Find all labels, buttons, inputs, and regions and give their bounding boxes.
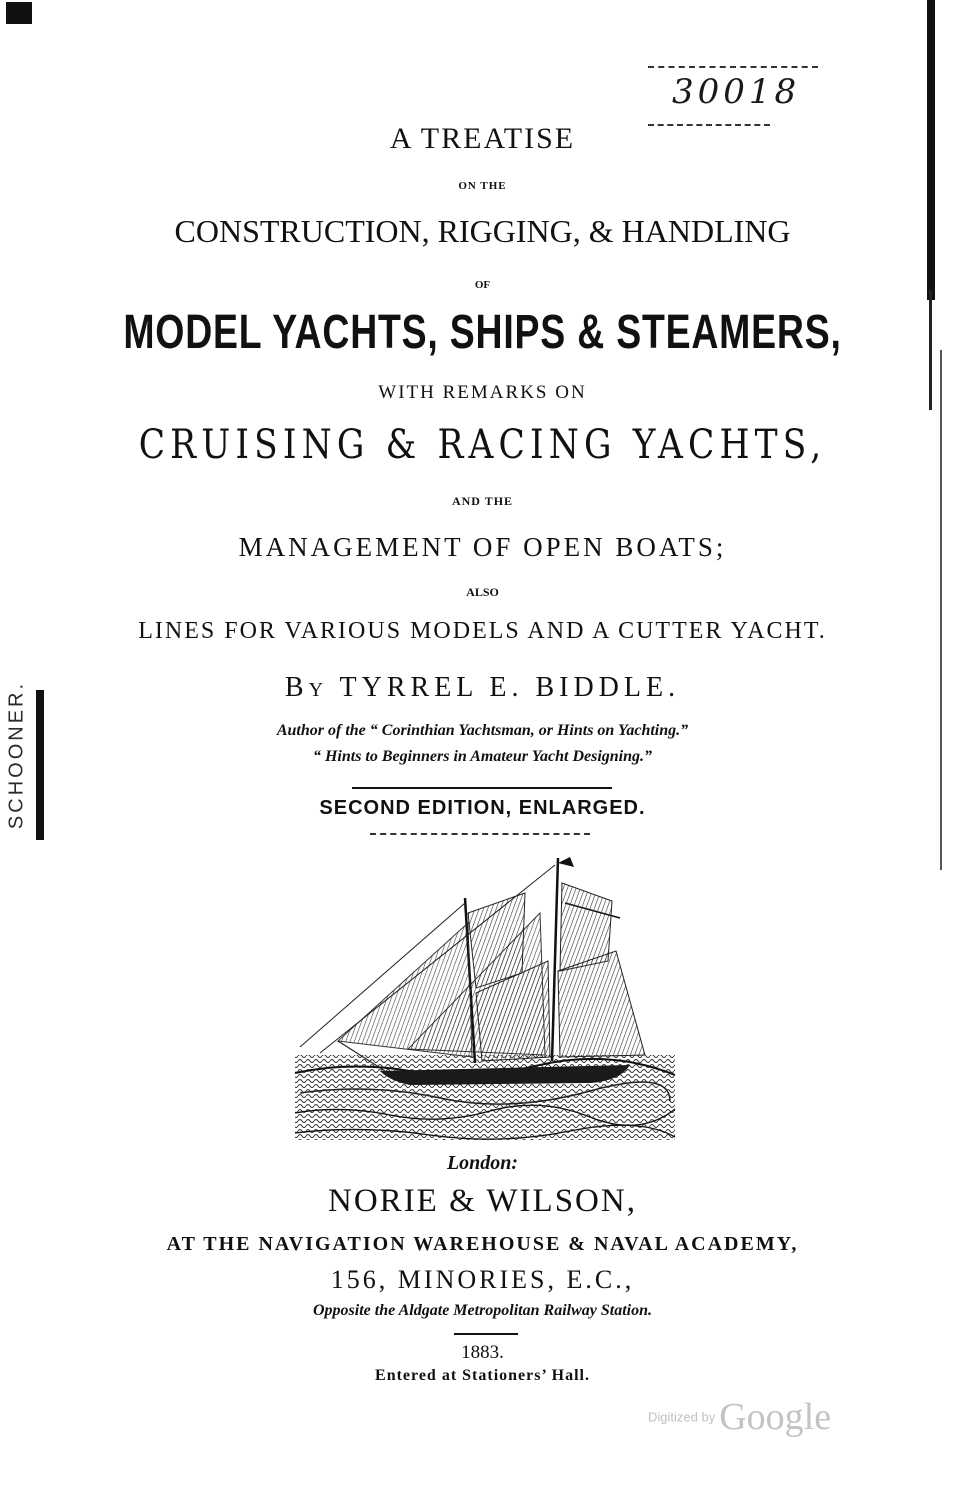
author-name: TYRREL E. BIDDLE. (339, 672, 681, 703)
imprint-address: 156, MINORIES, E.C., (330, 1265, 635, 1294)
scan-corner-mark (6, 2, 32, 24)
catalog-rule-top (648, 66, 818, 68)
title-line-cruising: CRUISING & RACING YACHTS, (138, 422, 827, 468)
google-logo: Google (719, 1396, 832, 1438)
watermark-prefix: Digitized by (648, 1409, 716, 1425)
title-line-treatise: A TREATISE (389, 122, 576, 155)
imprint-landmark: Opposite the Aldgate Metropolitan Railway Station. (313, 1302, 652, 1319)
title-line-lines: LINES FOR VARIOUS MODELS AND A CUTTER YACHT. (138, 618, 827, 644)
schooner-engraving (290, 843, 680, 1143)
title-line-also: ALSO (466, 585, 499, 599)
spine-label-text: SCHOONER. (5, 680, 28, 830)
digitized-watermark (648, 1395, 831, 1439)
author-prefix-small: Y (308, 679, 329, 701)
imprint-publisher: NORIE & WILSON, (328, 1183, 637, 1219)
title-line-on-the: ON THE (458, 180, 507, 192)
author-line (0, 672, 965, 704)
edition-rule-top (352, 787, 612, 789)
title-line-construction: CONSTRUCTION, RIGGING, & HANDLING (174, 213, 791, 249)
title-line-with-remarks: WITH REMARKS ON (378, 382, 587, 403)
title-line-model-yachts: MODEL YACHTS, SHIPS & STEAMERS, (123, 306, 842, 359)
imprint-location: AT THE NAVIGATION WAREHOUSE & NAVAL ACADEMY, (166, 1233, 799, 1255)
edition-rule-bottom (370, 833, 590, 835)
title-line-management: MANAGEMENT OF OPEN BOATS; (238, 532, 727, 562)
title-line-and-the: AND THE (451, 494, 514, 508)
imprint-city: London: (446, 1152, 519, 1174)
catalog-number: 30018 (672, 72, 801, 112)
imprint-rule (454, 1333, 518, 1335)
publication-year: 1883. (461, 1342, 504, 1363)
author-works-line-2: “ Hints to Beginners in Amateur Yacht Designing.” (312, 748, 653, 765)
author-works-line-1: Author of the “ Corinthian Yachtsman, or Hints on Yachting.” (276, 722, 689, 739)
edition-statement: SECOND EDITION, ENLARGED. (319, 797, 646, 819)
title-line-of: OF (474, 279, 491, 291)
author-prefix-big: B (284, 672, 309, 703)
scan-edge-line (940, 350, 942, 870)
entered-statement: Entered at Stationers’ Hall. (375, 1367, 590, 1384)
